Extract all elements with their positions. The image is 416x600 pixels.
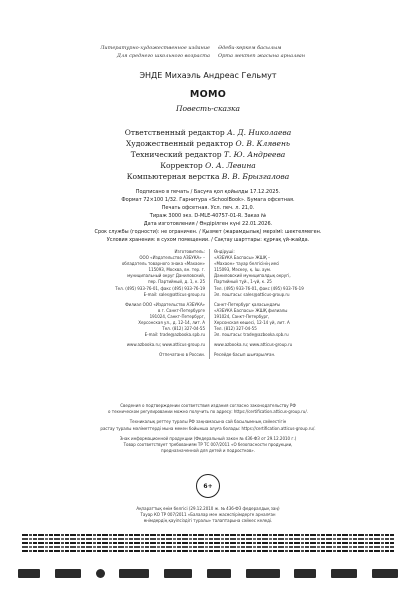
credit-line — [0, 127, 416, 138]
credits-strip-line — [22, 542, 394, 544]
info-line: «АЗБУКА Баспасы» ЖШҚ филиалы — [214, 307, 288, 313]
cert-line: Техникалық реттеу туралы РФ заңнамасына сай басылымның сәйкестігін — [129, 419, 287, 425]
printed-in-line: Ресейде басып шығарылған. — [214, 352, 276, 358]
cert-line: предназначенной для детей и подростков». — [160, 448, 256, 454]
info-line: 191024, Санкт-Петербург, — [214, 313, 270, 319]
info-line: муниципальный округ Даниловский, — [127, 273, 205, 279]
cert-line: Товар соответствует требованиям ТР ТС 007/2011 «О безопасности продукции, — [123, 442, 293, 448]
logo-5 — [164, 569, 192, 578]
sign-date-line: Подписано в печать / Басуға қол қойылды 17.12.2025. — [135, 189, 281, 195]
print-specs — [0, 188, 416, 244]
law-kz-block — [0, 506, 416, 525]
info-line: 115093, Мәскеу, қ. Іш. аум. — [214, 267, 272, 273]
info-line: Өндіруші: — [214, 249, 235, 254]
credits-strip-line — [22, 550, 394, 552]
info-line: пер. Партийный, д. 1, к. 25 — [147, 279, 205, 285]
info-line: обладатель товарного знака «Махаон» — [121, 261, 205, 267]
logo-8 — [294, 569, 316, 578]
credit-person: Т. Ю. Андреева — [223, 150, 286, 159]
book-subtitle: Повесть-сказка — [176, 104, 240, 113]
logo-6 — [207, 569, 231, 578]
logo-10 — [372, 569, 398, 578]
logo-4 — [119, 569, 149, 578]
shelf-life-line: Срок службы (годности): не ограничен. / Қызмет (жарамдылық) мерзімі: шектелмеген. — [94, 229, 322, 235]
credit-role: Ответственный редактор — [124, 128, 225, 137]
law-line: Тауар КО ТР 007/2011 «Балалар мен жасөспірімдерге арналған — [140, 512, 276, 518]
info-line: E-mail: sales@atticus-group.ru — [143, 291, 205, 297]
age-rating-badge: 6+ — [196, 474, 220, 498]
info-line: 191024, Санкт-Петербург, — [149, 313, 205, 319]
cert-line: растау туралы мәліметтерді мына мекен бойынша алуға болады: https://certification.atticus-group.ru/. — [100, 425, 316, 431]
info-line: 115093, Москва, вн. тер. г. — [148, 267, 205, 273]
cert-line: Сведения о подтверждении соответствия издания согласно законодательству РФ — [120, 403, 296, 408]
info-line: «Махаон» тауар белгісінің иесі — [214, 261, 280, 267]
publisher-info — [30, 249, 390, 359]
info-line: Тел. (495) 933-76-01, факс (495) 933-76-19 — [115, 285, 205, 291]
website-line: www.azbooka.ru; www.atticus-group.ru — [126, 342, 205, 348]
info-line: Эл. поштасы: trade@azbooka.spb.ru — [214, 332, 289, 338]
certification-block — [20, 403, 396, 454]
credit-person: В. В. Брызгалова — [221, 172, 290, 181]
info-line: Партийный тұй., 1-үй, к. 25 — [214, 279, 272, 285]
film-credits-strip — [22, 534, 394, 552]
info-line: Херсонская көшесі, 12-14 үй, лит. А — [214, 320, 290, 326]
cert-line: Знак информационной продукции (Федеральный закон № 436-ФЗ от 29.12.2010 г.) — [119, 435, 297, 441]
info-line: Даниловский муниципалдық округі, — [214, 273, 291, 279]
partner-logos — [18, 569, 398, 578]
info-line: в г. Санкт-Петербурге — [157, 307, 205, 313]
info-line: Тел. (495) 933-76-01, факс (495) 933-76-19 — [214, 285, 304, 291]
law-line: өнімдердің қауіпсіздігі туралы» талаптарына сәйкес келеді. — [143, 518, 273, 524]
printed-in-line: Отпечатано в России. — [159, 352, 205, 358]
law-line: Ақпараттық өнім белгісі (29.12.2010 ж. № 436-ФЗ федералдық заң) — [136, 506, 280, 511]
info-line: Изготовитель: — [174, 249, 205, 254]
info-line: Эл. поштасы: sales@atticus-group.ru — [214, 291, 290, 297]
credit-role: Компьютерная верстка — [126, 172, 220, 181]
website-line: www.azbooka.ru; www.atticus-group.ru — [214, 342, 293, 348]
info-line: Тел. (812) 327-04-55 — [162, 326, 205, 332]
credit-person: О. В. Клявень — [235, 139, 291, 148]
credit-line — [0, 160, 416, 171]
info-line: Санкт-Петербург қаласындағы — [214, 301, 281, 307]
credit-role: Художественный редактор — [125, 139, 234, 148]
cert-line: о техническом регулировании можно получить по адресу: https://certification.atticus-group.ru/. — [108, 409, 308, 415]
credit-line — [0, 171, 416, 182]
storage-line: Условия хранения: в сухом помещении. / Сақтау шарттары: құрғақ үй-жайда. — [106, 237, 310, 243]
logo-1 — [18, 569, 40, 578]
author-name: ЭНДЕ Михаэль Андреас Гельмут — [139, 71, 277, 80]
print-run-line: Тираж 3000 экз. D-MLE-40757-01-R. Заказ № — [149, 213, 267, 219]
logo-3 — [96, 569, 105, 578]
credit-role: Корректор — [160, 161, 203, 170]
genre-kz-line: Әдеби-көркем басылым — [218, 45, 282, 51]
credit-line — [0, 138, 416, 149]
credits-strip-line — [22, 538, 394, 540]
credits-strip-line — [22, 534, 394, 536]
production-date-line: Дата изготовления / Өндірілген күні 22.01.2026. — [143, 221, 273, 227]
info-line: ООО «Издательство АЗБУКА» – — [139, 255, 205, 261]
credits-strip-line — [22, 546, 394, 548]
publisher-info-ru — [30, 249, 210, 359]
logo-7 — [246, 569, 280, 578]
genre-ru-line: Литературно-художественное издание — [100, 45, 210, 51]
info-line: «АЗБУКА Баспасы» ЖШҚ – — [214, 255, 271, 261]
age-group-ru-line: Для среднего школьного возраста — [116, 53, 210, 59]
format-line: Формат 72×100 1/32. Гарнитура «SchoolBook». Бумага офсетная. — [121, 197, 295, 203]
genre-block — [0, 44, 416, 60]
credit-person: О. А. Левина — [205, 161, 256, 170]
logo-2 — [55, 569, 81, 578]
book-title: МОМО — [189, 89, 227, 100]
logo-9 — [331, 569, 357, 578]
editorial-credits — [0, 127, 416, 182]
info-line: Тел. (812) 327-04-55 — [214, 326, 257, 332]
publisher-info-kz — [210, 249, 390, 359]
print-type-line: Печать офсетная. Усл. печ. л. 21,0. — [161, 205, 255, 211]
info-line: Филиал ООО «Издательство АЗБУКА» — [125, 301, 205, 307]
credit-role: Технический редактор — [130, 150, 222, 159]
info-line: Херсонская ул., д. 12-14, лит. А — [138, 320, 205, 326]
credit-line — [0, 149, 416, 160]
info-line: E-mail: trade@azbooka.spb.ru — [144, 332, 205, 338]
age-group-kz-line: Орта мектеп жасына арналған — [218, 53, 306, 59]
credit-person: А. Д. Николаева — [227, 128, 292, 137]
